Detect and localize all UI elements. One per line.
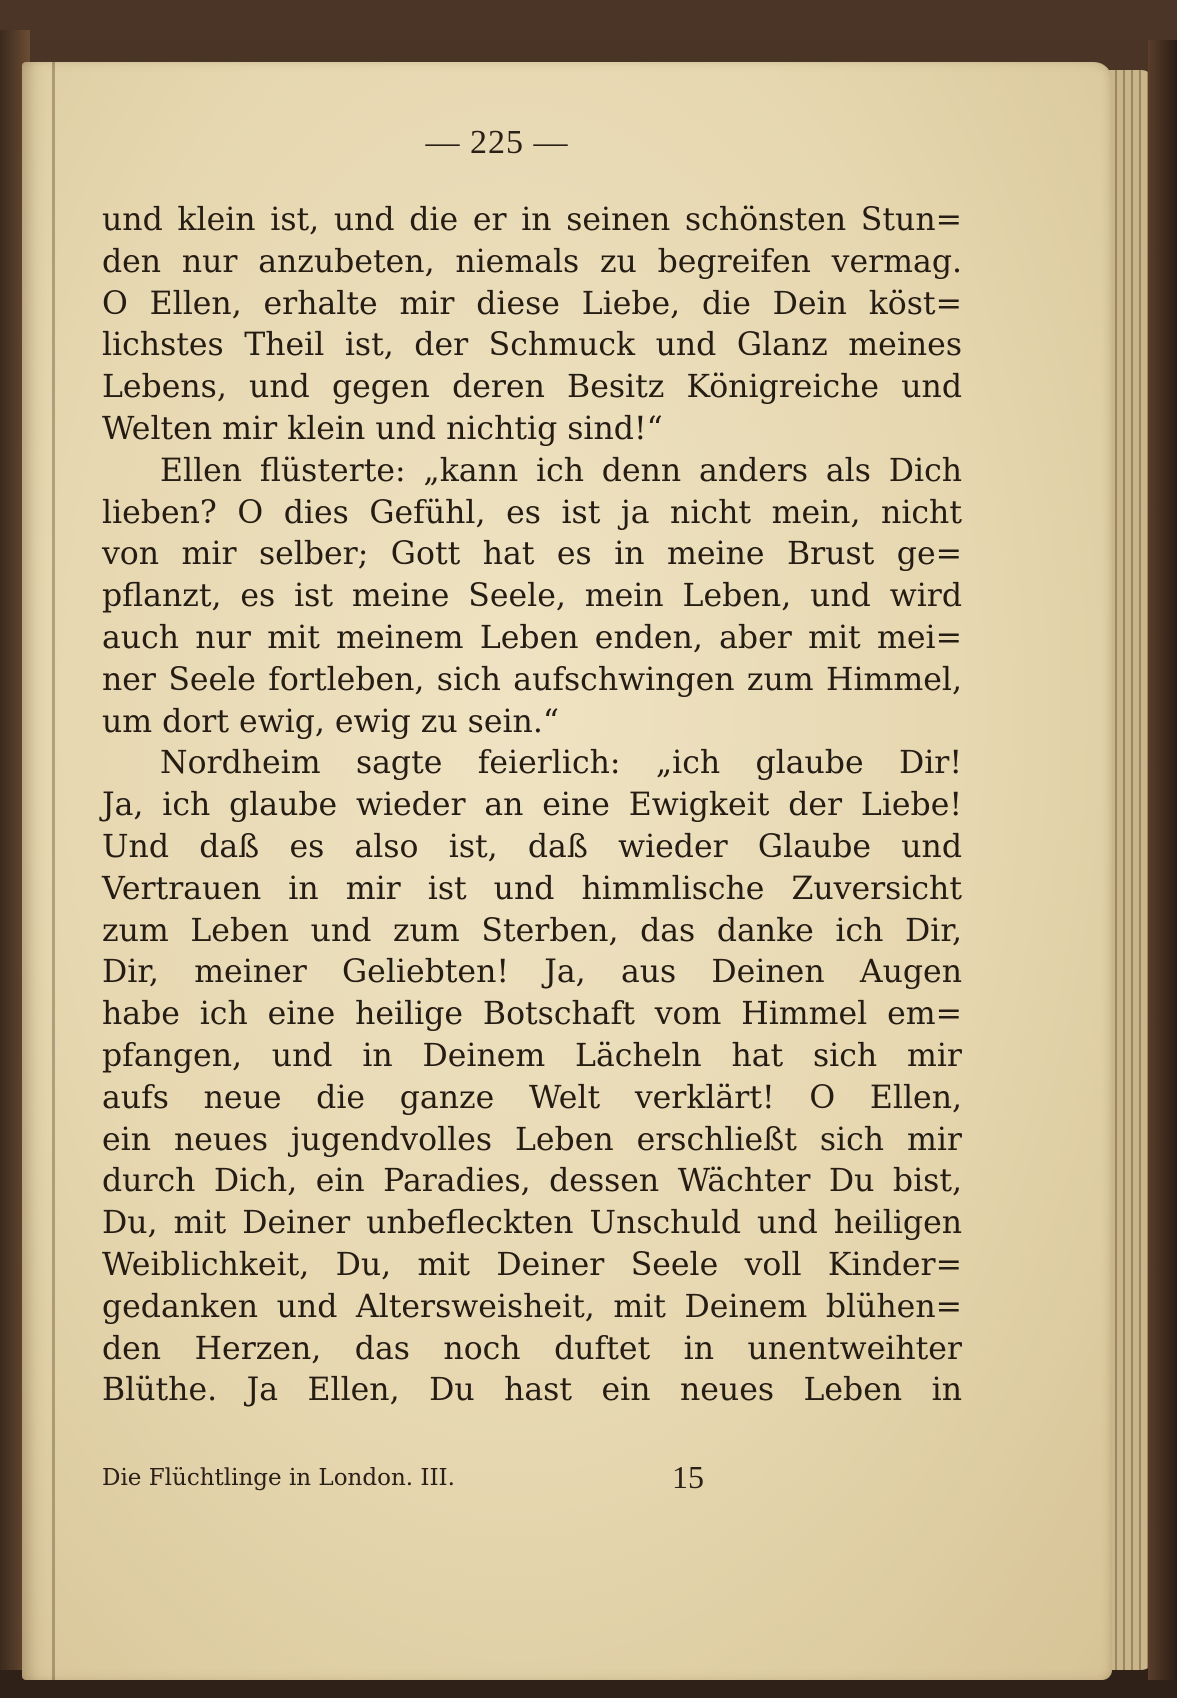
text-line: Vertrauen in mir ist und himmlische Zuversicht bbox=[102, 870, 962, 907]
text-line: durch Dich, ein Paradies, dessen Wächter Du bist, bbox=[102, 1163, 962, 1200]
book-page bbox=[22, 62, 1112, 1680]
text-line: pflanzt, es ist meine Seele, mein Leben, und wird bbox=[102, 578, 962, 615]
text-line: zum Leben und zum Sterben, das danke ich Dir, bbox=[102, 912, 962, 949]
text-line: Ellen flüsterte: „kann ich denn anders als Dich bbox=[160, 452, 962, 489]
text-line: Dir, meiner Geliebten! Ja, aus Deinen Augen bbox=[102, 954, 962, 991]
text-line: pfangen, und in Deinem Lächeln hat sich mir bbox=[102, 1037, 962, 1074]
text-line: Nordheim sagte feierlich: „ich glaube Dir! bbox=[160, 745, 962, 782]
text-line: Lebens, und gegen deren Besitz Königreiche und bbox=[102, 369, 962, 406]
text-line: O Ellen, erhalte mir diese Liebe, die Dein köst= bbox=[102, 285, 962, 322]
text-line: den Herzen, das noch duftet in unentweihter bbox=[102, 1330, 962, 1367]
running-footer-title: Die Flüchtlinge in London. III. bbox=[102, 1465, 455, 1491]
text-line: gedanken und Altersweisheit, mit Deinem blühen= bbox=[102, 1288, 962, 1325]
text-line: Weiblichkeit, Du, mit Deiner Seele voll Kinder= bbox=[102, 1246, 962, 1283]
text-line: ein neues jugendvolles Leben erschließt sich mir bbox=[102, 1121, 962, 1158]
right-cover-edge bbox=[1148, 40, 1177, 1680]
text-line: aufs neue die ganze Welt verklärt! O Ellen, bbox=[102, 1079, 962, 1116]
text-line: Ja, ich glaube wieder an eine Ewigkeit der Liebe! bbox=[102, 787, 962, 824]
text-line: Welten mir klein und nichtig sind!“ bbox=[102, 410, 663, 447]
text-line: lichstes Theil ist, der Schmuck und Glanz meines bbox=[102, 327, 962, 364]
text-line: den nur anzubeten, niemals zu begreifen vermag. bbox=[102, 243, 962, 280]
text-line: und klein ist, und die er in seinen schönsten Stun= bbox=[102, 202, 962, 238]
text-line: Du, mit Deiner unbefleckten Unschuld und heiligen bbox=[102, 1205, 962, 1242]
body-text bbox=[102, 200, 962, 1412]
text-line: ner Seele fortleben, sich aufschwingen zum Himmel, bbox=[102, 661, 962, 698]
page-number: — 225 — bbox=[425, 124, 569, 161]
text-line: lieben? O dies Gefühl, es ist ja nicht mein, nicht bbox=[102, 494, 962, 531]
page-gutter bbox=[52, 62, 55, 1680]
text-line: von mir selber; Gott hat es in meine Brust ge= bbox=[102, 536, 962, 573]
text-line: Und daß es also ist, daß wieder Glaube und bbox=[102, 828, 962, 865]
text-line: Blüthe. Ja Ellen, Du hast ein neues Leben in bbox=[102, 1372, 962, 1409]
text-line: auch nur mit meinem Leben enden, aber mit mei= bbox=[102, 619, 962, 656]
text-line: um dort ewig, ewig zu sein.“ bbox=[102, 703, 559, 740]
signature-mark: 15 bbox=[672, 1459, 704, 1495]
text-line: habe ich eine heilige Botschaft vom Himmel em= bbox=[102, 996, 962, 1033]
